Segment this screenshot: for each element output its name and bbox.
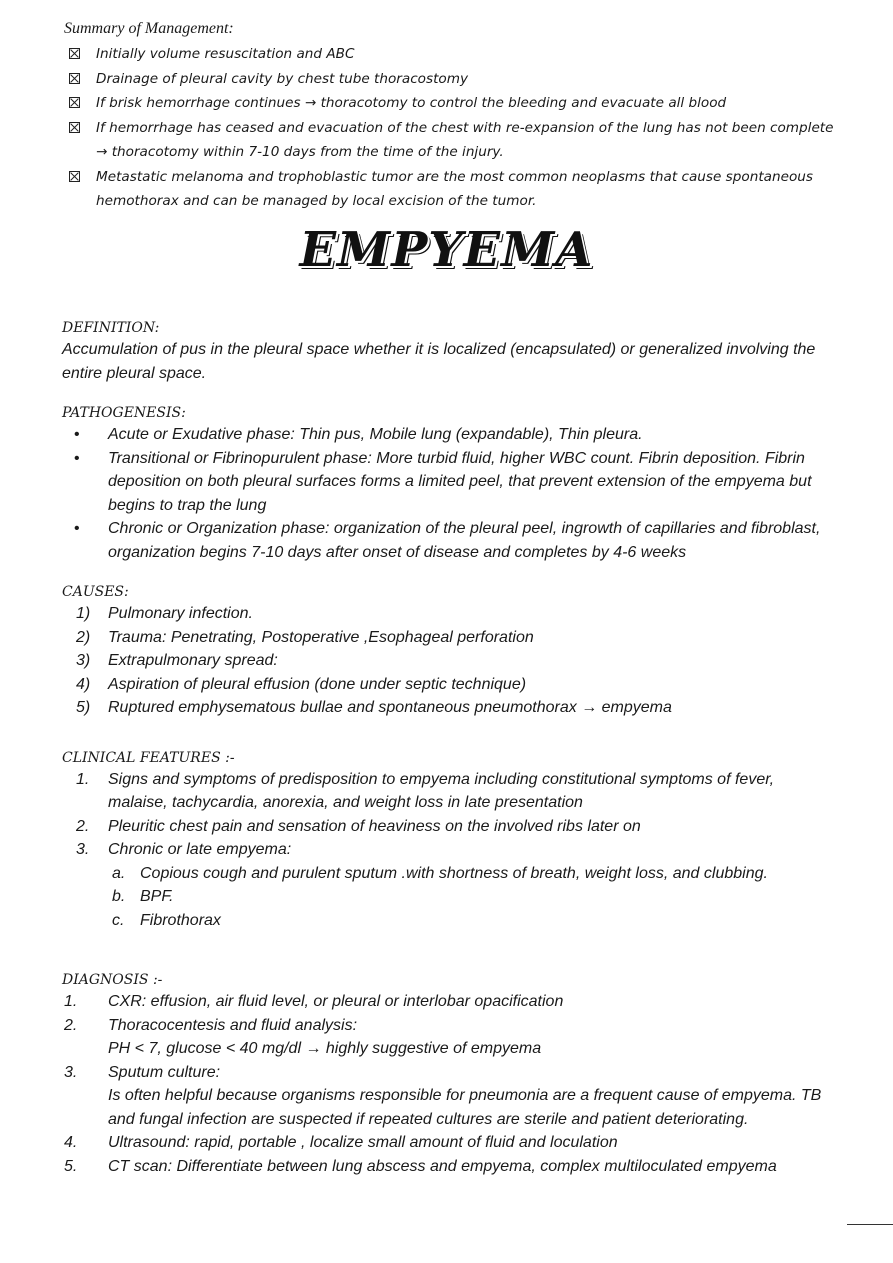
- list-item: 2. Thoracocentesis and fluid analysis: PH < 7, glucose < 40 mg/dl → highly suggestive of empyema: [64, 1016, 542, 1057]
- checkbox-icon: [69, 48, 80, 59]
- summary-item: Metastatic melanoma and trophoblastic tumor are the most common neoplasms that cause spontaneous hemothorax and can be managed by local excision of the tumor.: [64, 165, 844, 214]
- checkbox-icon: [69, 122, 80, 133]
- list-item: 5) Ruptured emphysematous bullae and spontaneous pneumothorax → empyema: [76, 699, 672, 716]
- list-item: • Acute or Exudative phase: Thin pus, Mobile lung (expandable), Thin pleura.: [62, 423, 832, 447]
- list-item: 3. Sputum culture: Is often helpful because organisms responsible for pneumonia are a frequent cause of empyema. TB and fungal infection are suspected if repeated cultures are sterile and patient deteriorating.: [64, 1063, 822, 1128]
- summary-item: Initially volume resuscitation and ABC: [64, 42, 844, 67]
- summary-item: Drainage of pleural cavity by chest tube thoracostomy: [64, 67, 844, 92]
- clinical-heading: CLINICAL FEATURES :-: [62, 749, 235, 766]
- list-item: 3. Chronic or late empyema:: [76, 841, 292, 858]
- sub-list-item: a. Copious cough and purulent sputum .with shortness of breath, weight loss, and clubbing.: [112, 864, 768, 882]
- summary-item: If brisk hemorrhage continues → thoracotomy to control the bleeding and evacuate all blood: [64, 91, 844, 116]
- list-item: 1. Signs and symptoms of predisposition to empyema including constitutional symptoms of fever, malaise, tachycardia, anorexia, and weight loss in late presentation: [76, 770, 775, 811]
- list-item: • Transitional or Fibrinopurulent phase: More turbid fluid, higher WBC count. Fibrin deposition. Fibrin deposition on both pleural surfaces forms a limited peel, that prevent extension of the empyema but begins to trap the lung: [62, 447, 832, 518]
- checkbox-icon: [69, 73, 80, 84]
- summary-item: If hemorrhage has ceased and evacuation of the chest with re-expansion of the lung has not been complete → thoracotomy within 7-10 days from the time of the injury.: [64, 116, 844, 165]
- sub-list-item: b. BPF.: [112, 888, 174, 905]
- pathogenesis-heading: PATHOGENESIS:: [62, 405, 186, 421]
- list-item: 4) Aspiration of pleural effusion (done under septic technique): [76, 675, 527, 693]
- list-item: 5. CT scan: Differentiate between lung abscess and empyema, complex multiloculated empyema: [64, 1157, 777, 1175]
- list-item: 3) Extrapulmonary spread:: [76, 652, 278, 669]
- sub-list-item: c. Fibrothorax: [112, 911, 221, 929]
- list-item: 2. Pleuritic chest pain and sensation of heaviness on the involved ribs later on: [76, 817, 641, 835]
- definition-text: Accumulation of pus in the pleural space whether it is localized (encapsulated) or generalized involving the entire pleural space.: [62, 341, 816, 382]
- bullet-icon: •: [74, 449, 80, 467]
- causes-heading: CAUSES:: [62, 584, 129, 600]
- bullet-icon: •: [74, 520, 80, 537]
- list-item: • Chronic or Organization phase: organization of the pleural peel, ingrowth of capillaries and fibroblast, organization begins 7-10 days after onset of disease and completes by 4-6 weeks: [62, 517, 832, 564]
- list-item: 1. CXR: effusion, air fluid level, or pleural or interlobar opacification: [64, 993, 564, 1010]
- corner-divider: [847, 1224, 893, 1225]
- main-content: [62, 318, 832, 1178]
- summary-section: [64, 20, 844, 214]
- checkbox-icon: [69, 171, 80, 182]
- definition-heading: DEFINITION:: [62, 320, 160, 336]
- summary-title: Summary of Management:: [64, 20, 234, 37]
- list-item: 1) Pulmonary infection.: [76, 605, 253, 622]
- list-item: 4. Ultrasound: rapid, portable , localize small amount of fluid and loculation: [64, 1134, 618, 1151]
- bullet-icon: •: [74, 426, 80, 443]
- diagnosis-heading: DIAGNOSIS :-: [62, 972, 163, 988]
- checkbox-icon: [69, 97, 80, 108]
- list-item: 2) Trauma: Penetrating, Postoperative ,Esophageal perforation: [76, 628, 534, 646]
- page-title: EMPYEMA: [299, 222, 594, 278]
